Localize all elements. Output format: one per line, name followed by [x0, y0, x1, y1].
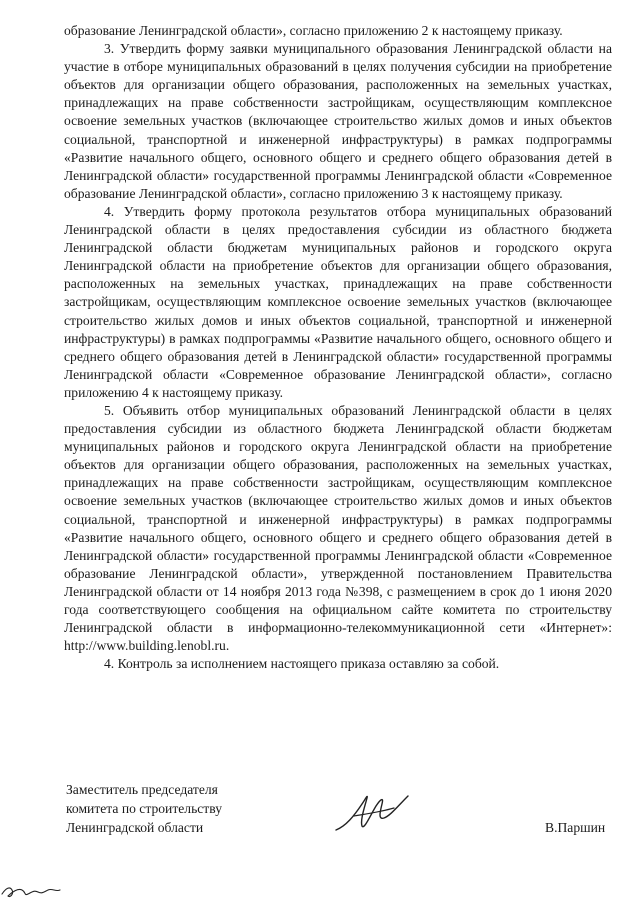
- initials-mark-icon: [0, 878, 64, 902]
- paragraph-continuation: образование Ленинградской области», согласно приложению 2 к настоящему приказу.: [64, 23, 563, 38]
- handwritten-signature-icon: [332, 786, 412, 836]
- signer-position-line-2: комитета по строительству: [66, 801, 223, 816]
- paragraph-5: 5. Объявить отбор муниципальных образований Ленинградской области в целях предоставления субсидии из областного бюджета Ленинградской области бюджетам муниципальных районов и городского округа Ленинградской области на приобретение объектов для организации общего образования, расположенных на земельных участках, принадлежащих на праве собственности застройщикам, осуществляющим комплексное освоение земельных участков (включающее строительство жилых домов и иных объектов социальной, транспортной и инженерной инфраструктуры) в рамках подпрограммы «Развитие начального общего, основного общего и среднего общего образования детей в Ленинградской области» государственной программы Ленинградской области «Современное образование Ленинградской области», утвержденной постановлением Правительства Ленинградской области от 14 ноября 2013 года №398, с размещением в срок до 1 июня 2020 года соответствующего сообщения на официальном сайте комитета по строительству Ленинградской области в информационно-телекоммуникационной сети «Интернет»: http://www.building.lenobl.ru.: [64, 402, 612, 654]
- signer-position-line-3: Ленинградской области: [66, 820, 204, 835]
- paragraph-4: 4. Утвердить форму протокола результатов отбора муниципальных образований Ленинградской области в целях предоставления субсидии из областного бюджета Ленинградской области бюджетам муниципальных районов и городского округа Ленинградской области на приобретение объектов для организации общего образования, расположенных на земельных участках, принадлежащих на праве собственности застройщикам, осуществляющим комплексное освоение земельных участков (включающее строительство жилых домов и иных объектов социальной, транспортной и инженерной инфраструктуры) в рамках подпрограммы «Развитие начального общего, основного общего и среднего общего образования детей в Ленинградской области» государственной программы Ленинградской области «Современное образование Ленинградской области», согласно приложению 4 к настоящему приказу.: [64, 203, 612, 400]
- signer-position: [66, 780, 222, 837]
- document-body: [64, 22, 612, 673]
- paragraph-3: 3. Утвердить форму заявки муниципального образования Ленинградской области на участие в отборе муниципальных образований в целях получения субсидии на приобретение объектов для организации общего образования, расположенных на земельных участках, принадлежащих на праве собственности застройщикам, осуществляющим комплексное освоение земельных участков (включающее строительство жилых домов и иных объектов социальной, транспортной и инженерной инфраструктуры) в рамках подпрограммы «Развитие начального общего, основного общего и среднего общего образования детей в Ленинградской области» государственной программы Ленинградской области «Современное образование Ленинградской области», согласно приложению 3 к настоящему приказу.: [64, 41, 612, 201]
- signer-position-line-1: Заместитель председателя: [66, 782, 218, 797]
- signer-name: В.Паршин: [545, 820, 606, 835]
- paragraph-control: 4. Контроль за исполнением настоящего приказа оставляю за собой.: [104, 656, 500, 672]
